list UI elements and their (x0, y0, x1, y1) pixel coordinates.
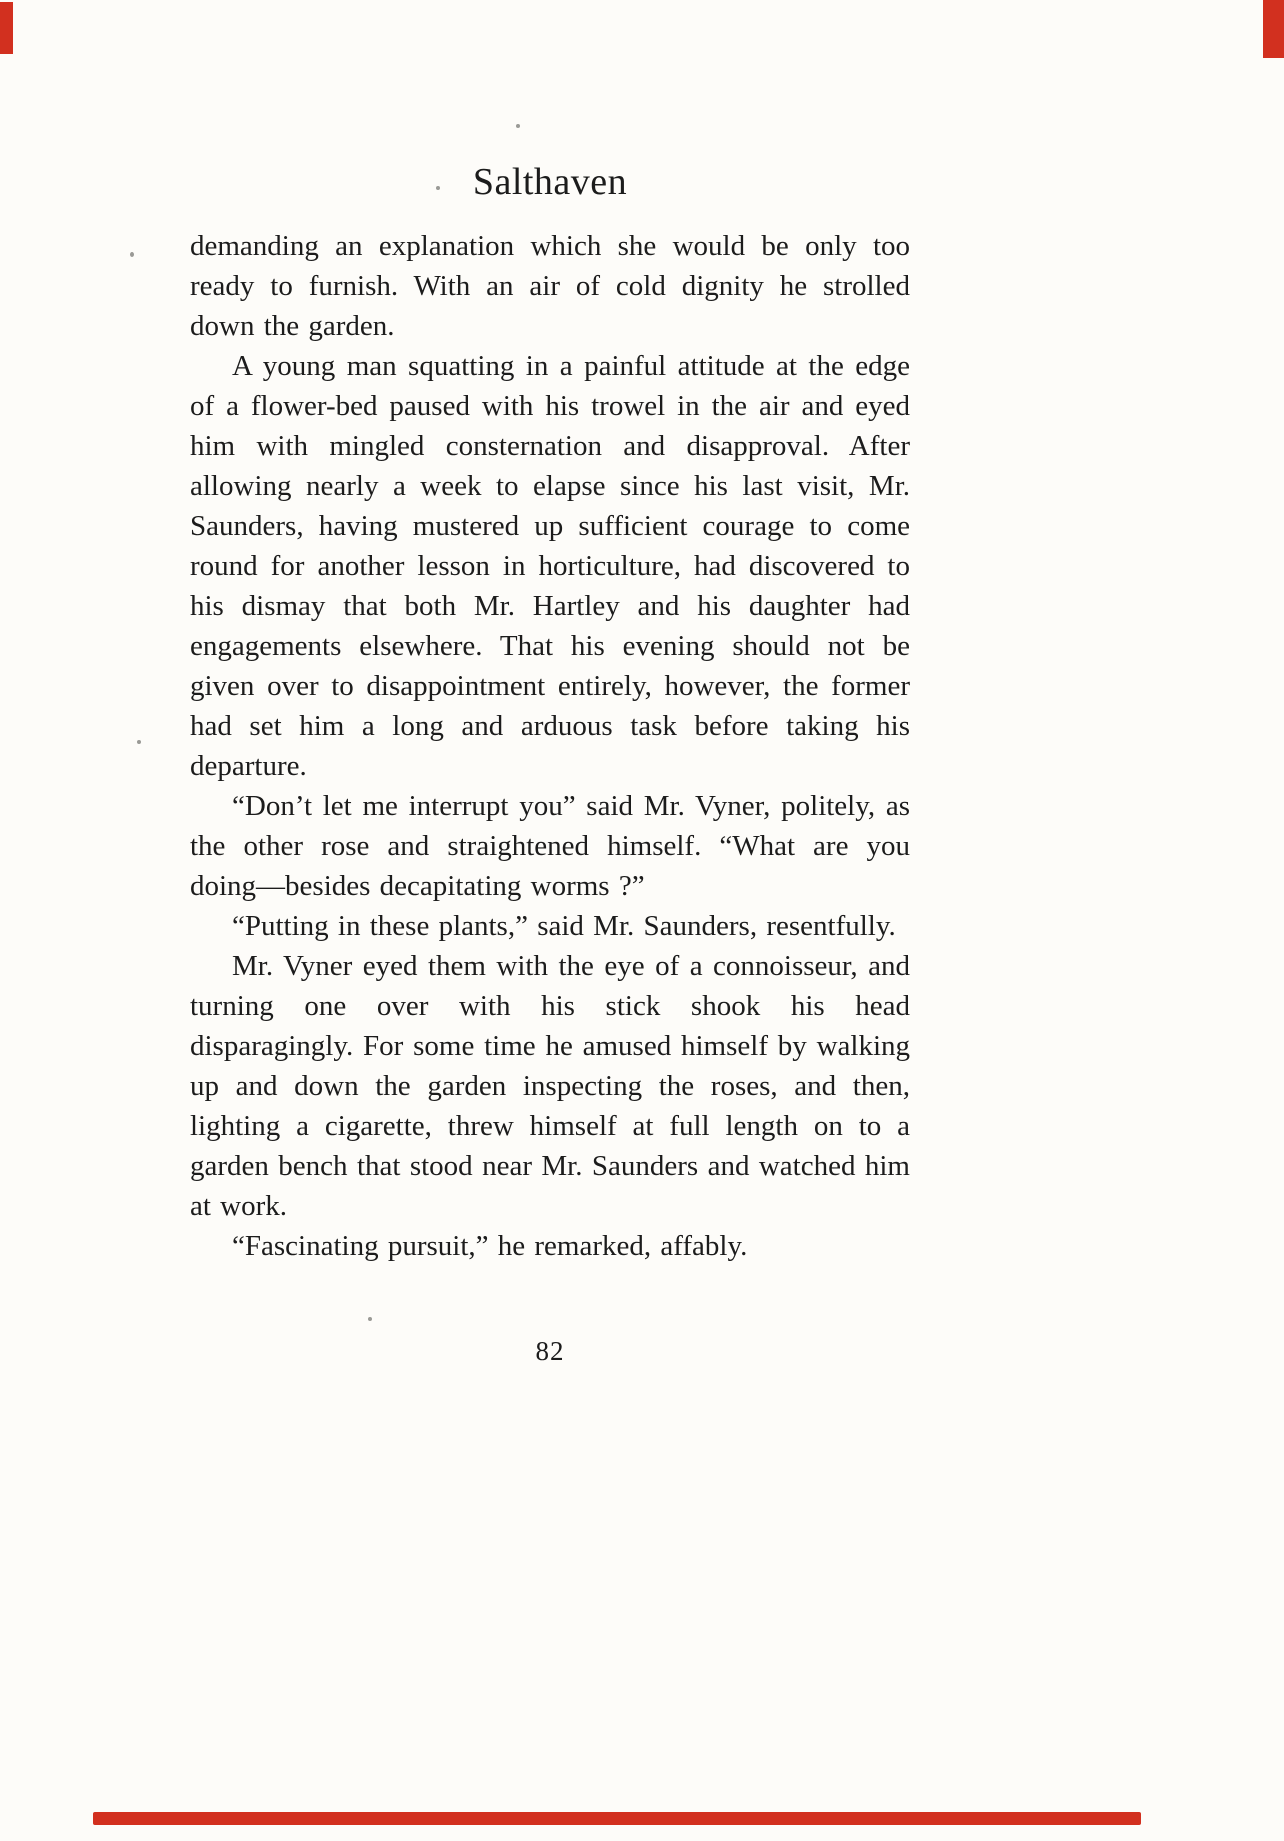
scan-speck (368, 1317, 372, 1321)
scan-speck (137, 740, 141, 744)
scan-artifact-bottom (93, 1812, 1141, 1825)
paragraph: demanding an explanation which she would be only too ready to furnish. With an air of cold dignity he strolled down the garden. (190, 230, 910, 342)
paragraph: “Putting in these plants,” said Mr. Saunders, resentfully. (232, 910, 896, 942)
scan-artifact-top-right (1263, 0, 1284, 58)
paragraph: “Fascinating pursuit,” he remarked, affably. (232, 1230, 748, 1262)
body-text (190, 226, 910, 1266)
paragraph: “Don’t let me interrupt you” said Mr. Vyner, politely, as the other rose and straightened himself. “What are you doing—besides decapitating worms ?” (190, 790, 910, 902)
scan-artifact-top-left (0, 2, 13, 54)
scan-speck (516, 124, 520, 128)
paragraph: A young man squatting in a painful attitude at the edge of a flower-bed paused with his trowel in the air and eyed him with mingled consternation and disapproval. After allowing nearly a week to elapse since his last visit, Mr. Saunders, having mustered up sufficient courage to come round for another lesson in horticulture, had discovered to his dismay that both Mr. Hartley and his daughter had engagements elsewhere. That his evening should not be given over to disappointment entirely, however, the former had set him a long and arduous task before taking his departure. (190, 350, 910, 782)
running-header-title: Salthaven (472, 161, 628, 203)
paragraph: Mr. Vyner eyed them with the eye of a connoisseur, and turning one over with his stick shook his head disparagingly. For some time he amused himself by walking up and down the garden inspecting the roses, and then, lighting a cigarette, threw himself at full length on to a garden bench that stood near Mr. Saunders and watched him at work. (190, 950, 910, 1222)
page-content (190, 160, 910, 1266)
scan-speck (130, 252, 134, 257)
page-number: 82 (535, 1336, 565, 1366)
